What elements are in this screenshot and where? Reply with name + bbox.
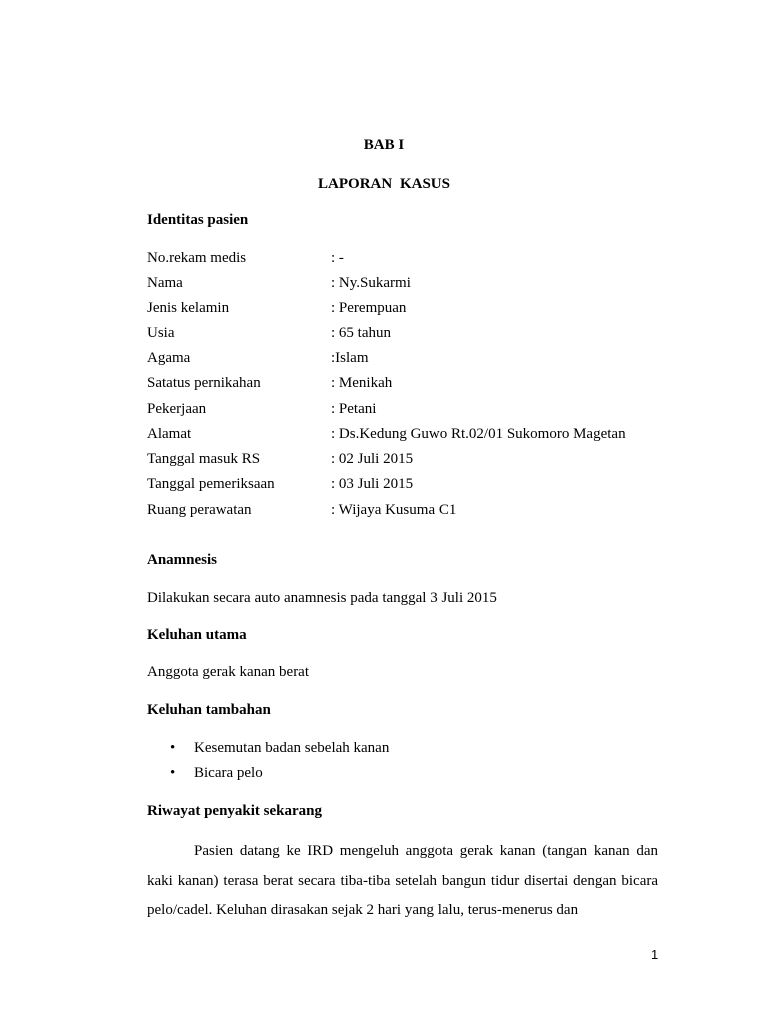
identity-row-examination-date <box>147 476 667 496</box>
identity-row-age <box>147 325 667 345</box>
identity-row-address <box>147 426 667 446</box>
identity-value: :Islam <box>331 350 369 366</box>
identity-row-gender <box>147 300 667 320</box>
current-history-paragraph: Pasien datang ke IRD mengeluh anggota gerak kanan (tangan kanan dan kaki kanan) terasa berat secara tiba-tiba setelah bangun tidur disertai dengan bicara pelo/cadel. Keluhan dirasakan sejak 2 hari yang lalu, terus-menerus dan <box>147 843 658 918</box>
report-title: LAPORAN KASUS <box>318 176 450 192</box>
bullet-icon: • <box>170 765 176 781</box>
identity-row-name <box>147 275 667 295</box>
list-item-text: Kesemutan badan sebelah kanan <box>194 740 390 756</box>
identity-value: : Perempuan <box>331 300 407 316</box>
identity-label: Agama <box>147 350 191 366</box>
page-number: 1 <box>651 947 659 962</box>
identity-label: Tanggal masuk RS <box>147 451 261 467</box>
anamnesis-heading: Anamnesis <box>147 552 218 568</box>
identity-row-medical-record <box>147 250 667 270</box>
identity-label: No.rekam medis <box>147 250 247 266</box>
identity-value: : Wijaya Kusuma C1 <box>331 502 457 518</box>
identity-row-occupation <box>147 401 667 421</box>
identity-label: Usia <box>147 325 175 341</box>
identity-row-religion <box>147 350 667 370</box>
list-item-text: Bicara pelo <box>194 765 263 781</box>
identity-value: : 02 Juli 2015 <box>331 451 414 467</box>
chapter-heading: BAB I <box>363 137 405 153</box>
identity-row-ward <box>147 502 667 522</box>
identity-label: Nama <box>147 275 183 291</box>
identity-row-admission-date <box>147 451 667 471</box>
identity-value: : Ds.Kedung Guwo Rt.02/01 Sukomoro Magetan <box>331 426 626 442</box>
identity-label: Ruang perawatan <box>147 502 252 518</box>
identity-label: Satatus pernikahan <box>147 375 261 391</box>
chief-complaint-heading: Keluhan utama <box>147 627 247 643</box>
identity-value: : 65 tahun <box>331 325 391 341</box>
anamnesis-text: Dilakukan secara auto anamnesis pada tanggal 3 Juli 2015 <box>147 590 497 606</box>
identity-label: Jenis kelamin <box>147 300 230 316</box>
identity-row-marital-status <box>147 375 667 395</box>
identity-value: : Ny.Sukarmi <box>331 275 411 291</box>
identity-label: Alamat <box>147 426 192 442</box>
identity-value: : Menikah <box>331 375 393 391</box>
identity-value: : Petani <box>331 401 377 417</box>
identity-value: : - <box>331 250 344 266</box>
identity-label: Tanggal pemeriksaan <box>147 476 275 492</box>
bullet-icon: • <box>170 740 176 756</box>
identity-label: Pekerjaan <box>147 401 207 417</box>
additional-complaints-heading: Keluhan tambahan <box>147 702 271 718</box>
identity-value: : 03 Juli 2015 <box>331 476 414 492</box>
chief-complaint-text: Anggota gerak kanan berat <box>147 664 310 680</box>
identity-heading: Identitas pasien <box>147 212 249 228</box>
current-history-heading: Riwayat penyakit sekarang <box>147 803 323 819</box>
